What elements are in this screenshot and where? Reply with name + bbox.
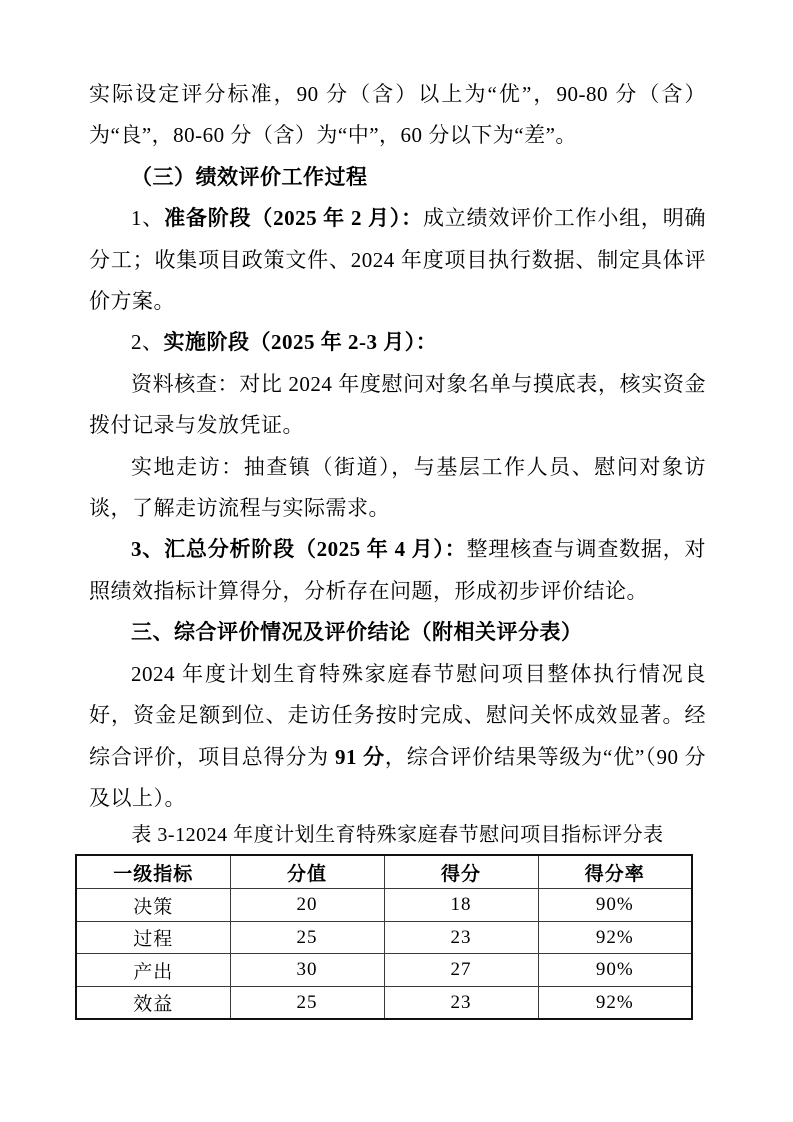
- text-run: 成立绩效评价工作小组，明确分工；收集项目政策文件、2024 年度项目执行数据、制定具体评价方案。: [89, 206, 707, 314]
- table-header-row: [76, 855, 692, 889]
- table-cell: 92%: [538, 921, 692, 954]
- paragraph-field-visit: [89, 447, 706, 530]
- table-cell: 30: [230, 954, 384, 987]
- text-run-bold: 91 分: [335, 744, 385, 769]
- table-cell: 25: [230, 986, 384, 1019]
- text-run-bold: 3、汇总分析阶段（2025 年 4 月）：: [131, 537, 467, 562]
- table-caption: 表 3-12024 年度计划生育特殊家庭春节慰问项目指标评分表: [131, 824, 664, 847]
- table-cell: 23: [384, 921, 538, 954]
- text-run: 实地走访：抽查镇（街道），与基层工作人员、慰问对象访谈，了解走访流程与实际需求。: [89, 454, 706, 521]
- table-cell: 18: [384, 889, 538, 922]
- paragraph-scoring-standard: [89, 74, 706, 157]
- table-cell: 效益: [76, 986, 230, 1019]
- table-cell: 25: [230, 921, 384, 954]
- section-heading-comprehensive-conclusion: [89, 612, 706, 653]
- text-run: 整理核查与调查数据，对照绩效指标计算得分，分析存在问题，形成初步评价结论。: [89, 537, 707, 603]
- text-run-bold: 准备阶段（2025 年 2 月）：: [164, 206, 423, 231]
- table-row: [76, 921, 692, 954]
- text-run: 三、综合评价情况及评价结论（附相关评分表）: [131, 620, 583, 645]
- paragraph-stage-3-analysis: [89, 529, 706, 612]
- table-row: [76, 954, 692, 987]
- text-run: 实际设定评分标准，90 分（含）以上为“优”，90-80 分（含）为“良”，80-60 分（含）为“中”，60 分以下为“差”。: [89, 82, 706, 148]
- table-cell: 92%: [538, 986, 692, 1019]
- paragraph-overall-result: [89, 654, 706, 820]
- table-cell: 27: [384, 954, 538, 987]
- paragraph-document-verification: [89, 364, 706, 447]
- text-run: 2、: [131, 330, 164, 355]
- text-run: （三）绩效评价工作过程: [131, 164, 368, 189]
- section-heading-evaluation-process: [89, 157, 706, 198]
- table-cell: 决策: [76, 889, 230, 922]
- table-header-max-score: 分值: [230, 855, 384, 889]
- paragraph-stage-2-implementation: [89, 322, 706, 363]
- indicator-score-table: [75, 854, 693, 1020]
- text-run-bold: 实施阶段（2025 年 2-3 月）：: [163, 330, 438, 355]
- table-cell: 23: [384, 986, 538, 1019]
- table-cell: 90%: [538, 954, 692, 987]
- table-header-indicator: 一级指标: [76, 855, 230, 889]
- text-run: 1、: [131, 206, 165, 231]
- text-run: 2024 年度计划生育特殊家庭春节慰问项目整体执行情况良好，资金足额到位、走访任务按时完成、慰问关怀成效显著。经综合评价，项目总得分为: [89, 661, 706, 769]
- table-header-score-rate: 得分率: [538, 855, 692, 889]
- table-cell: 20: [230, 889, 384, 922]
- table-header-score: 得分: [384, 855, 538, 889]
- text-run: ，综合评价结果等级为“优”（90 分及以上）。: [89, 744, 707, 810]
- text-run: 资料核查：对比 2024 年度慰问对象名单与摸底表，核实资金拨付记录与发放凭证。: [89, 371, 706, 438]
- table-row: [76, 889, 692, 922]
- table-row: [76, 986, 692, 1019]
- table-cell: 90%: [538, 889, 692, 922]
- document-body: [89, 74, 706, 1020]
- table-cell: 产出: [76, 954, 230, 987]
- table-cell: 过程: [76, 921, 230, 954]
- paragraph-stage-1-preparation: [89, 198, 706, 322]
